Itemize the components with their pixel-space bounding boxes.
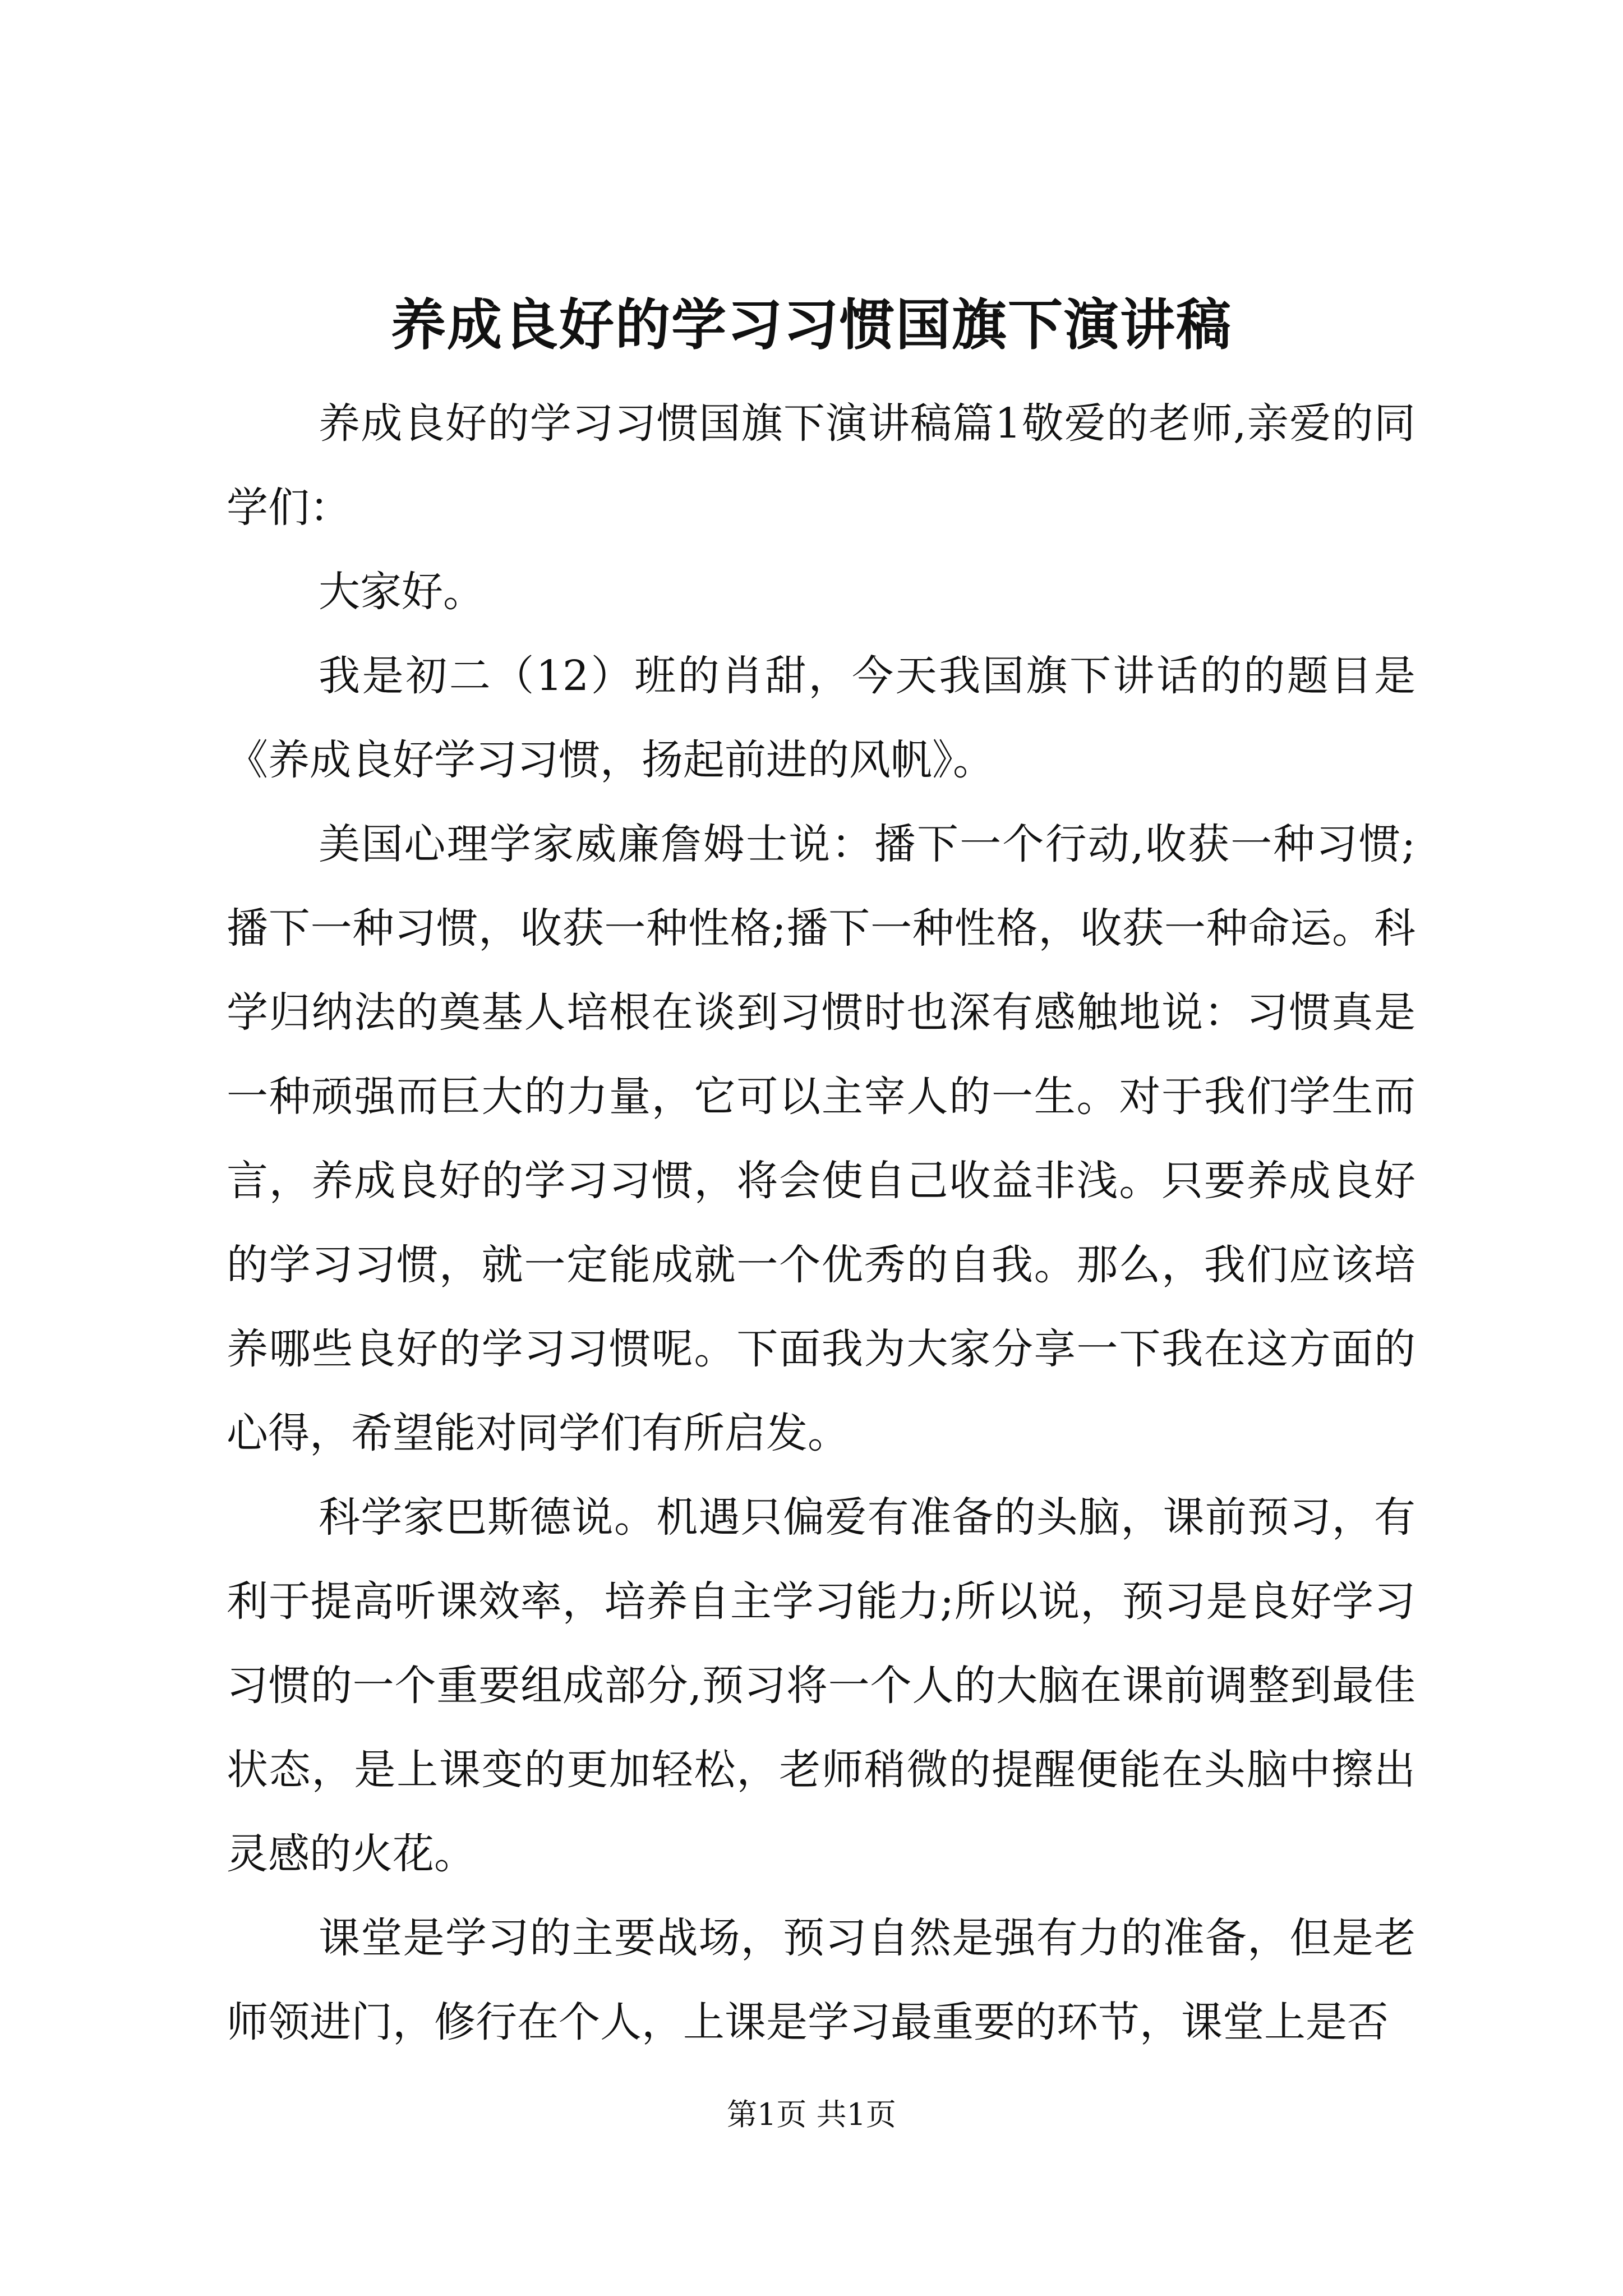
paragraph-classroom: 课堂是学习的主要战场，预习自然是强有力的准备，但是老师领进门，修行在个人，上课是学习最重要的环节，课堂上是否 [227,1914,1415,2046]
document-title: 养成良好的学习习惯国旗下演讲稿 [390,293,1232,357]
paragraph-habits-quote: 美国心理学家威廉詹姆士说：播下一个行动,收获一种习惯;播下一种习惯，收获一种性格;播下一种性格，收获一种命运。科学归纳法的奠基人培根在谈到习惯时也深有感触地说：习惯真是一种顽强而巨大的力量，它可以主宰人的一生。对于我们学生而言，养成良好的学习习惯，将会使自己收益非浅。只要养成良好的学习习惯，就一定能成就一个优秀的自我。那么，我们应该培养哪些良好的学习习惯呢。下面我为大家分享一下我在这方面的心得，希望能对同学们有所启发。 [227,820,1415,1457]
paragraph-greeting: 养成良好的学习习惯国旗下演讲稿篇1敬爱的老师,亲爱的同学们： [227,399,1415,532]
paragraph-hello: 大家好。 [319,568,485,616]
paragraph-preview: 科学家巴斯德说。机遇只偏爱有准备的头脑，课前预习，有利于提高听课效率，培养自主学习能力;所以说，预习是良好学习习惯的一个重要组成部分,预习将一个人的大脑在课前调整到最佳状态，是上课变的更加轻松，老师稍微的提醒便能在头脑中擦出灵感的火花。 [227,1493,1415,1878]
page-footer: 第1页 共1页 [727,2097,896,2132]
document-body [227,381,1415,2064]
paragraph-intro: 我是初二（12）班的肖甜，今天我国旗下讲话的的题目是《养成良好学习习惯，扬起前进的风帆》。 [227,652,1415,784]
